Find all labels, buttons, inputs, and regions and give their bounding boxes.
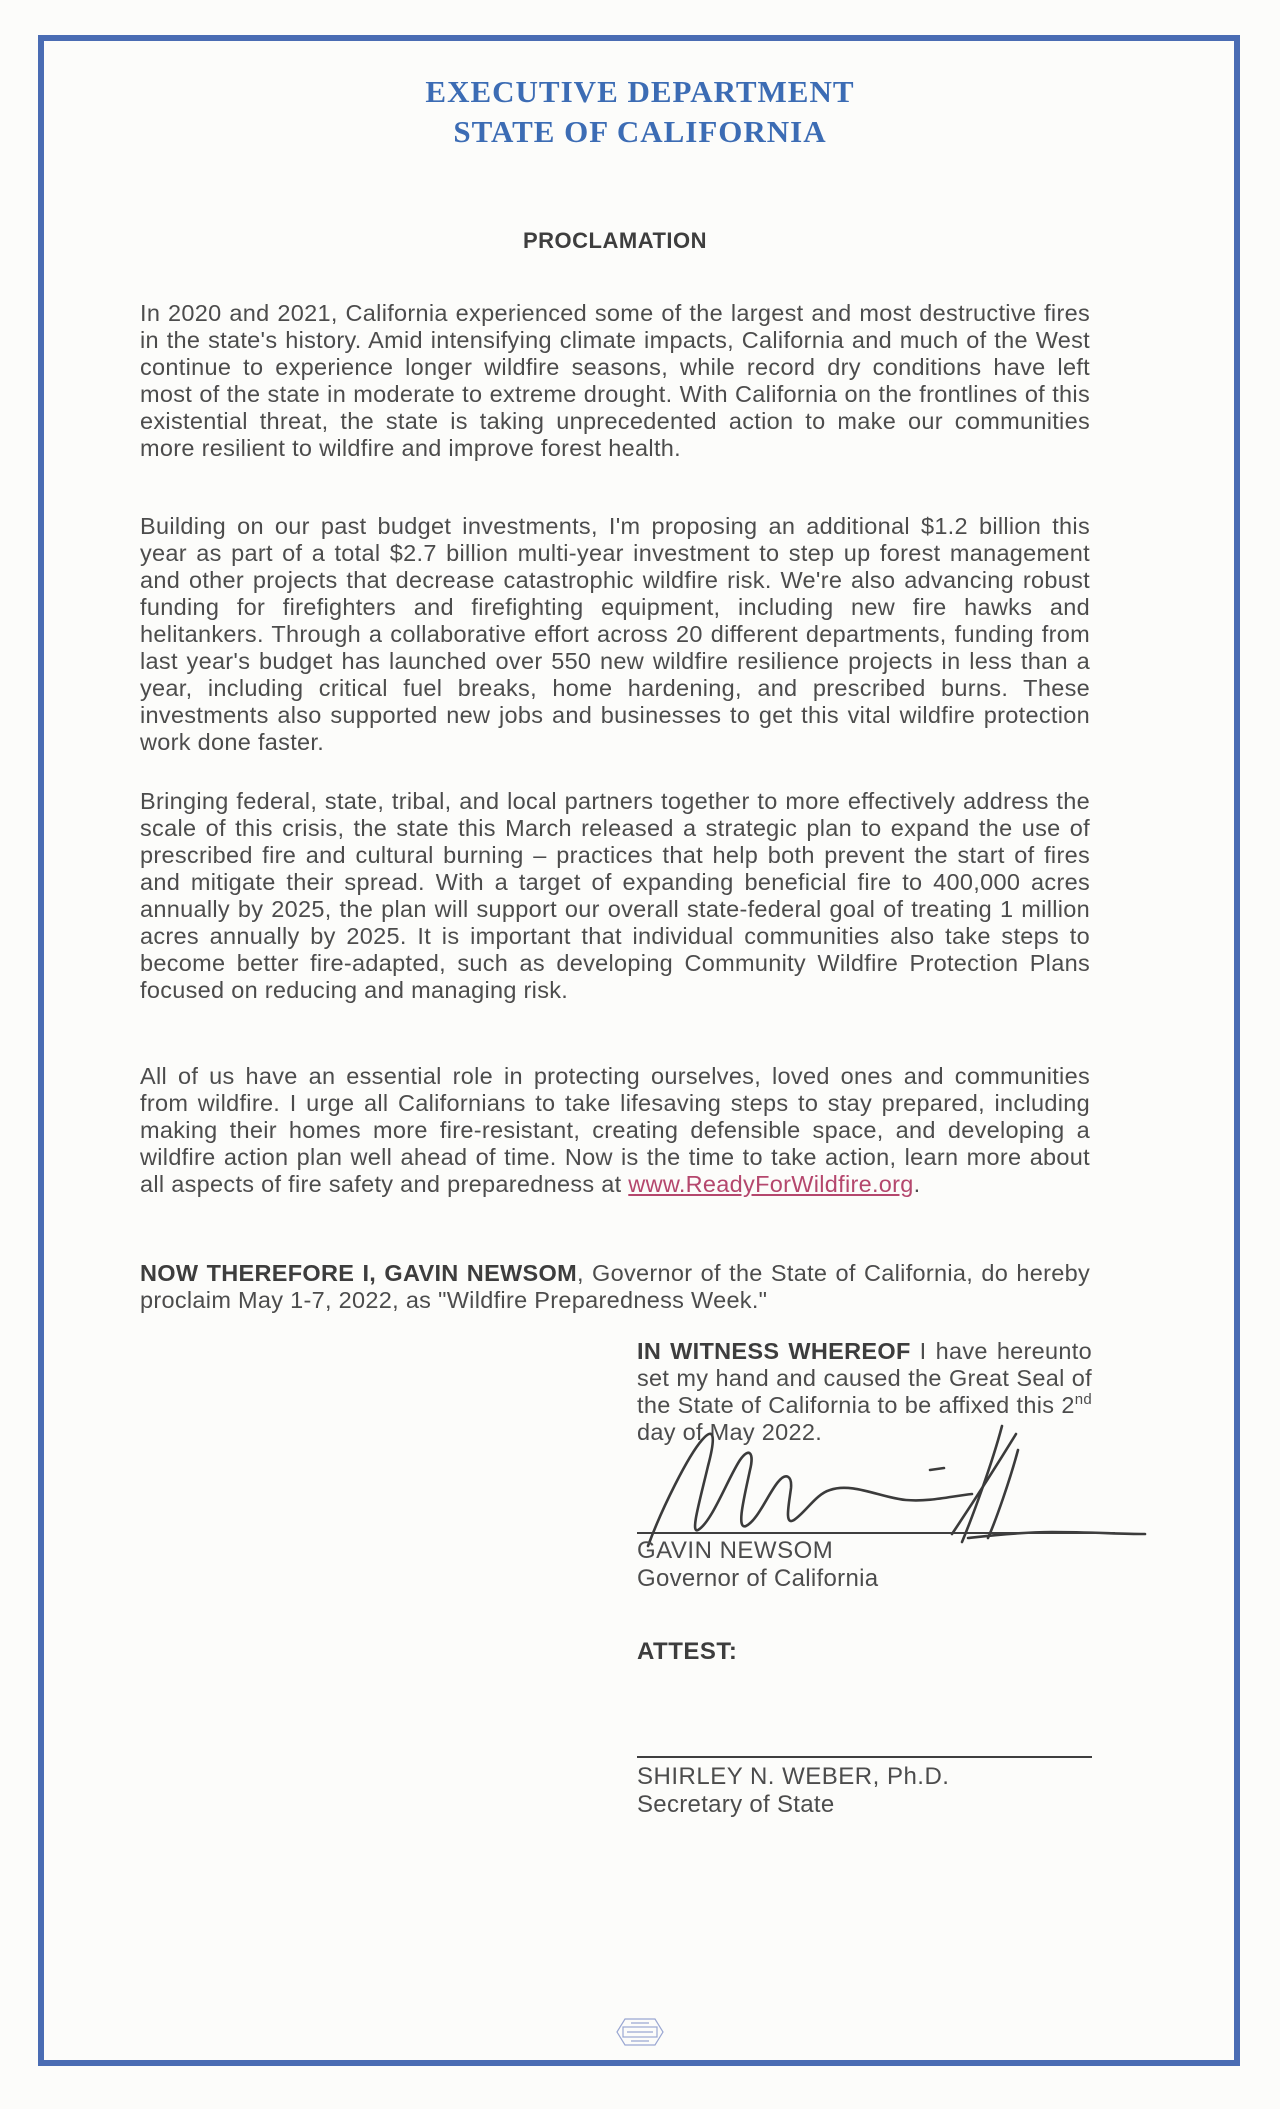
- letterhead-line1: EXECUTIVE DEPARTMENT: [425, 74, 855, 109]
- letterhead-line2: STATE OF CALIFORNIA: [453, 114, 827, 149]
- page-title: PROCLAMATION: [522, 228, 708, 253]
- attest-label: ATTEST:: [637, 1638, 738, 1665]
- ready-for-wildfire-link[interactable]: www.ReadyForWildfire.org: [628, 1170, 914, 1197]
- paragraph-1: In 2020 and 2021, California experienced some of the largest and most destructive fires in the state's history. Amid intensifying climate impacts, California and much of the West continue to experience longer wildfire seasons, while record dry conditions have left most of the state in moderate to extreme drought. With California on the frontlines of this existential threat, the state is taking unprecedented action to make our communities more resilient to wildfire and improve forest health.: [140, 299, 1090, 461]
- governor-signature-line: [637, 1532, 1115, 1534]
- witness-ordinal-superscript: nd: [1074, 1391, 1092, 1409]
- paragraph-2: Building on our past budget investments, I'm proposing an additional $1.2 billion this year as part of a total $2.7 billion multi-year investment to step up forest management and other projects that decrease catastrophic wildfire risk. We're also advancing robust funding for firefighters and firefighting equipment, including new fire hawks and helitankers. Through a collaborative effort across 20 different departments, funding from last year's budget has launched over 550 new wildfire resilience projects in less than a year, including critical fuel breaks, home hardening, and prescribed burns. These investments also supported new jobs and businesses to get this vital wildfire protection work done faster.: [140, 512, 1090, 755]
- paragraph-4-end: .: [913, 1170, 921, 1197]
- secretary-title: Secretary of State: [637, 1791, 835, 1818]
- secretary-name: SHIRLEY N. WEBER, Ph.D.: [637, 1763, 950, 1790]
- proclaim-paragraph: [140, 1260, 1090, 1314]
- paragraph-4-text: All of us have an essential role in protecting ourselves, loved ones and communities from wildfire. I urge all Californians to take lifesaving steps to stay prepared, including making their homes more fire-resistant, creating defensible space, and developing a wildfire action plan well ahead of time. Now is the time to take action, learn more about all aspects of fire safety and preparedness at: [140, 1062, 1090, 1197]
- witness-bold-text: IN WITNESS WHEREOF: [637, 1338, 911, 1364]
- governor-title: Governor of California: [637, 1565, 879, 1592]
- paragraph-3: Bringing federal, state, tribal, and local partners together to more effectively address the scale of this crisis, the state this March released a strategic plan to expand the use of prescribed fire and cultural burning – practices that help both prevent the start of fires and mitigate their spread. With a target of expanding beneficial fire to 400,000 acres annually by 2025, the plan will support our overall state-federal goal of treating 1 million acres annually by 2025. It is important that individual communities also take steps to become better fire-adapted, such as developing Community Wildfire Protection Plans focused on reducing and managing risk.: [140, 787, 1090, 1003]
- paragraph-4: [140, 1063, 1090, 1198]
- governor-signature-handwriting: [600, 1408, 1160, 1558]
- proclaim-bold-text: NOW THEREFORE I, GAVIN NEWSOM: [140, 1259, 577, 1286]
- witness-text-2: day of May 2022.: [637, 1419, 823, 1445]
- proclaim-text: , Governor of the State of California, do hereby proclaim May 1-7, 2022, as "Wildfire Preparedness Week.": [140, 1259, 1090, 1313]
- letterhead: [0, 72, 1280, 152]
- secretary-signature-line: [637, 1756, 1092, 1758]
- union-label-stamp-icon: [615, 2016, 665, 2048]
- governor-name: GAVIN NEWSOM: [637, 1537, 834, 1564]
- witness-text-1: I have hereunto set my hand and caused the Great Seal of the State of California to be affixed this 2: [637, 1338, 1092, 1418]
